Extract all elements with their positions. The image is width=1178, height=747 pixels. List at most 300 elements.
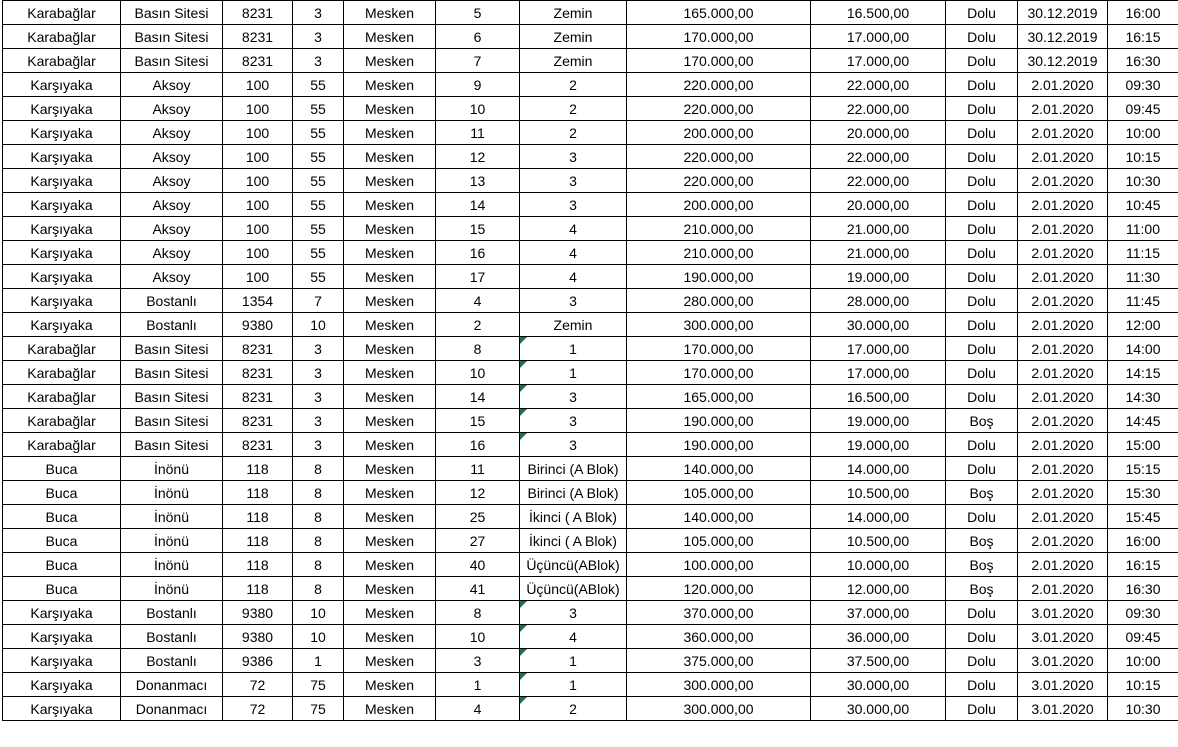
table-cell[interactable]: 14.000,00 [811,457,946,481]
table-cell[interactable]: Dolu [946,1,1018,25]
table-cell[interactable]: 1 [520,361,627,385]
table-cell[interactable]: 11:00 [1108,217,1178,241]
table-cell[interactable]: 1 [293,649,344,673]
table-cell[interactable]: 16 [436,241,520,265]
table-cell[interactable]: 2.01.2020 [1018,169,1108,193]
table-cell[interactable]: 4 [520,241,627,265]
table-cell[interactable]: 3 [520,601,627,625]
table-cell[interactable]: Mesken [344,193,436,217]
table-cell[interactable]: 10:00 [1108,121,1178,145]
table-cell[interactable]: Dolu [946,289,1018,313]
table-cell[interactable]: Mesken [344,601,436,625]
table-cell[interactable]: Dolu [946,505,1018,529]
table-cell[interactable]: 8 [293,577,344,601]
table-cell[interactable]: 2 [520,73,627,97]
table-cell[interactable]: 100 [223,193,293,217]
table-cell[interactable]: İnönü [121,457,223,481]
table-cell[interactable]: 3 [293,361,344,385]
table-cell[interactable]: Mesken [344,529,436,553]
table-cell[interactable]: İkinci ( A Blok) [520,505,627,529]
table-cell[interactable]: 20.000,00 [811,193,946,217]
table-cell[interactable]: 2.01.2020 [1018,241,1108,265]
table-cell[interactable]: Buca [3,577,121,601]
table-cell[interactable]: İnönü [121,529,223,553]
table-cell[interactable]: 14:15 [1108,361,1178,385]
table-cell[interactable]: 12.000,00 [811,577,946,601]
table-cell[interactable]: 118 [223,529,293,553]
table-cell[interactable]: 2 [520,97,627,121]
table-cell[interactable]: 3 [520,409,627,433]
table-cell[interactable]: Dolu [946,145,1018,169]
table-cell[interactable]: 22.000,00 [811,145,946,169]
table-cell[interactable]: 20.000,00 [811,121,946,145]
table-cell[interactable]: 17.000,00 [811,49,946,73]
table-cell[interactable]: 3 [520,385,627,409]
table-cell[interactable]: 10:30 [1108,169,1178,193]
table-cell[interactable]: 15 [436,409,520,433]
table-cell[interactable]: 17.000,00 [811,337,946,361]
table-cell[interactable]: 19.000,00 [811,409,946,433]
table-cell[interactable]: 8 [436,601,520,625]
table-cell[interactable]: Karabağlar [3,385,121,409]
table-cell[interactable]: 10 [436,97,520,121]
table-cell[interactable]: 165.000,00 [627,1,811,25]
table-cell[interactable]: 3 [520,193,627,217]
table-cell[interactable]: Mesken [344,241,436,265]
table-cell[interactable]: 09:45 [1108,97,1178,121]
table-cell[interactable]: 15:30 [1108,481,1178,505]
table-cell[interactable]: 105.000,00 [627,529,811,553]
table-cell[interactable]: Buca [3,481,121,505]
table-cell[interactable]: 10.500,00 [811,529,946,553]
table-cell[interactable]: Mesken [344,553,436,577]
table-cell[interactable]: Boş [946,529,1018,553]
table-cell[interactable]: İnönü [121,505,223,529]
table-cell[interactable]: Dolu [946,73,1018,97]
table-cell[interactable]: 3 [436,649,520,673]
table-cell[interactable]: 220.000,00 [627,145,811,169]
table-cell[interactable]: 200.000,00 [627,193,811,217]
table-cell[interactable]: Dolu [946,49,1018,73]
table-cell[interactable]: 190.000,00 [627,265,811,289]
table-cell[interactable]: Zemin [520,49,627,73]
table-cell[interactable]: 3.01.2020 [1018,673,1108,697]
table-cell[interactable]: 12 [436,145,520,169]
table-cell[interactable]: Birinci (A Blok) [520,457,627,481]
table-cell[interactable]: Basın Sitesi [121,433,223,457]
table-cell[interactable]: Dolu [946,169,1018,193]
table-cell[interactable]: 190.000,00 [627,433,811,457]
table-cell[interactable]: 170.000,00 [627,49,811,73]
table-cell[interactable]: Karşıyaka [3,649,121,673]
table-cell[interactable]: Mesken [344,337,436,361]
table-cell[interactable]: Karşıyaka [3,97,121,121]
table-cell[interactable]: Karşıyaka [3,169,121,193]
table-cell[interactable]: Basın Sitesi [121,385,223,409]
table-cell[interactable]: 220.000,00 [627,169,811,193]
table-cell[interactable]: 22.000,00 [811,97,946,121]
table-cell[interactable]: 2.01.2020 [1018,505,1108,529]
table-cell[interactable]: Dolu [946,433,1018,457]
table-cell[interactable]: 12 [436,481,520,505]
table-cell[interactable]: Karabağlar [3,337,121,361]
table-cell[interactable]: Karşıyaka [3,697,121,721]
table-cell[interactable]: 55 [293,145,344,169]
table-cell[interactable]: Dolu [946,25,1018,49]
table-cell[interactable]: Dolu [946,313,1018,337]
table-cell[interactable]: 22.000,00 [811,73,946,97]
table-cell[interactable]: 2.01.2020 [1018,337,1108,361]
table-cell[interactable]: Karabağlar [3,1,121,25]
table-cell[interactable]: 75 [293,673,344,697]
table-cell[interactable]: 10 [436,625,520,649]
table-cell[interactable]: 14:30 [1108,385,1178,409]
table-cell[interactable]: 12:00 [1108,313,1178,337]
table-cell[interactable]: 2.01.2020 [1018,121,1108,145]
table-cell[interactable]: 10:15 [1108,673,1178,697]
table-cell[interactable]: 8231 [223,409,293,433]
table-cell[interactable]: 16:30 [1108,49,1178,73]
table-cell[interactable]: Karabağlar [3,361,121,385]
table-cell[interactable]: 3 [293,433,344,457]
table-cell[interactable]: 9380 [223,313,293,337]
table-cell[interactable]: Karşıyaka [3,289,121,313]
table-cell[interactable]: 11:15 [1108,241,1178,265]
table-cell[interactable]: 8 [293,553,344,577]
table-cell[interactable]: Dolu [946,241,1018,265]
table-cell[interactable]: 55 [293,193,344,217]
table-cell[interactable]: Aksoy [121,193,223,217]
table-cell[interactable]: 09:30 [1108,73,1178,97]
table-cell[interactable]: 118 [223,577,293,601]
table-cell[interactable]: Mesken [344,505,436,529]
table-cell[interactable]: 100.000,00 [627,553,811,577]
table-cell[interactable]: 300.000,00 [627,697,811,721]
table-cell[interactable]: 16:30 [1108,577,1178,601]
table-cell[interactable]: Karşıyaka [3,121,121,145]
table-cell[interactable]: Boş [946,553,1018,577]
table-cell[interactable]: 8231 [223,1,293,25]
table-cell[interactable]: 09:45 [1108,625,1178,649]
table-cell[interactable]: 4 [436,697,520,721]
table-cell[interactable]: 8 [293,529,344,553]
table-cell[interactable]: 2.01.2020 [1018,313,1108,337]
table-cell[interactable]: 72 [223,673,293,697]
table-cell[interactable]: 15:15 [1108,457,1178,481]
table-cell[interactable]: Aksoy [121,121,223,145]
table-cell[interactable]: 4 [520,265,627,289]
table-cell[interactable]: 36.000,00 [811,625,946,649]
table-cell[interactable]: 10:15 [1108,145,1178,169]
table-cell[interactable]: 10 [293,601,344,625]
table-cell[interactable]: Birinci (A Blok) [520,481,627,505]
table-cell[interactable]: 55 [293,97,344,121]
table-cell[interactable]: Mesken [344,217,436,241]
table-cell[interactable]: 2.01.2020 [1018,481,1108,505]
table-cell[interactable]: 8231 [223,337,293,361]
table-cell[interactable]: 15:45 [1108,505,1178,529]
table-cell[interactable]: 10.000,00 [811,553,946,577]
table-cell[interactable]: 8231 [223,361,293,385]
table-cell[interactable]: 9 [436,73,520,97]
table-cell[interactable]: 16:00 [1108,529,1178,553]
table-cell[interactable]: Zemin [520,25,627,49]
table-cell[interactable]: 7 [293,289,344,313]
table-cell[interactable]: Dolu [946,217,1018,241]
table-cell[interactable]: 09:30 [1108,601,1178,625]
table-cell[interactable]: 28.000,00 [811,289,946,313]
table-cell[interactable]: 190.000,00 [627,409,811,433]
table-cell[interactable]: 55 [293,265,344,289]
table-cell[interactable]: 2.01.2020 [1018,145,1108,169]
table-cell[interactable]: 2.01.2020 [1018,433,1108,457]
table-cell[interactable]: Buca [3,457,121,481]
table-cell[interactable]: Dolu [946,97,1018,121]
table-cell[interactable]: Aksoy [121,241,223,265]
table-cell[interactable]: 14 [436,193,520,217]
table-cell[interactable]: 16.500,00 [811,1,946,25]
table-cell[interactable]: Mesken [344,577,436,601]
table-cell[interactable]: 72 [223,697,293,721]
table-cell[interactable]: Karşıyaka [3,145,121,169]
table-cell[interactable]: 25 [436,505,520,529]
table-cell[interactable]: 55 [293,121,344,145]
table-cell[interactable]: Mesken [344,145,436,169]
table-cell[interactable]: 7 [436,49,520,73]
table-cell[interactable]: 3.01.2020 [1018,649,1108,673]
table-cell[interactable]: 11 [436,457,520,481]
table-cell[interactable]: 2.01.2020 [1018,457,1108,481]
table-cell[interactable]: 8231 [223,433,293,457]
table-cell[interactable]: Basın Sitesi [121,409,223,433]
table-cell[interactable]: 100 [223,121,293,145]
table-cell[interactable]: 2.01.2020 [1018,409,1108,433]
table-cell[interactable]: İkinci ( A Blok) [520,529,627,553]
table-cell[interactable]: 3.01.2020 [1018,601,1108,625]
table-cell[interactable]: 55 [293,169,344,193]
table-cell[interactable]: 17.000,00 [811,25,946,49]
table-cell[interactable]: Dolu [946,361,1018,385]
table-cell[interactable]: 118 [223,505,293,529]
table-cell[interactable]: 3 [520,289,627,313]
table-cell[interactable]: 17 [436,265,520,289]
table-cell[interactable]: 55 [293,241,344,265]
table-cell[interactable]: 9380 [223,601,293,625]
table-cell[interactable]: 2.01.2020 [1018,553,1108,577]
table-cell[interactable]: Mesken [344,121,436,145]
table-cell[interactable]: Basın Sitesi [121,25,223,49]
table-cell[interactable]: 3 [293,49,344,73]
table-cell[interactable]: 11:30 [1108,265,1178,289]
table-cell[interactable]: Üçüncü(ABlok) [520,553,627,577]
table-cell[interactable]: 200.000,00 [627,121,811,145]
table-cell[interactable]: 370.000,00 [627,601,811,625]
table-cell[interactable]: Dolu [946,337,1018,361]
table-cell[interactable]: Boş [946,577,1018,601]
table-cell[interactable]: Mesken [344,697,436,721]
table-cell[interactable]: Karşıyaka [3,673,121,697]
table-cell[interactable]: 2.01.2020 [1018,217,1108,241]
table-cell[interactable]: 5 [436,1,520,25]
table-cell[interactable]: Bostanlı [121,289,223,313]
table-cell[interactable]: 2 [520,121,627,145]
table-cell[interactable]: 17.000,00 [811,361,946,385]
table-cell[interactable]: Karabağlar [3,49,121,73]
table-cell[interactable]: Basın Sitesi [121,49,223,73]
table-cell[interactable]: Bostanlı [121,625,223,649]
table-cell[interactable]: Mesken [344,49,436,73]
table-cell[interactable]: 14.000,00 [811,505,946,529]
table-cell[interactable]: 100 [223,169,293,193]
table-cell[interactable]: 165.000,00 [627,385,811,409]
table-cell[interactable]: İnönü [121,577,223,601]
table-cell[interactable]: Dolu [946,625,1018,649]
table-cell[interactable]: Mesken [344,457,436,481]
table-cell[interactable]: 55 [293,217,344,241]
table-cell[interactable]: 14:00 [1108,337,1178,361]
table-cell[interactable]: Bostanlı [121,313,223,337]
table-cell[interactable]: 4 [520,217,627,241]
table-cell[interactable]: 41 [436,577,520,601]
table-cell[interactable]: 16.500,00 [811,385,946,409]
table-cell[interactable]: 100 [223,145,293,169]
table-cell[interactable]: Mesken [344,361,436,385]
table-cell[interactable]: 120.000,00 [627,577,811,601]
table-cell[interactable]: 220.000,00 [627,73,811,97]
table-cell[interactable]: Mesken [344,97,436,121]
table-cell[interactable]: Dolu [946,193,1018,217]
table-cell[interactable]: 2 [436,313,520,337]
table-cell[interactable]: 100 [223,265,293,289]
table-cell[interactable]: 21.000,00 [811,217,946,241]
table-cell[interactable]: 8 [293,505,344,529]
table-cell[interactable]: 280.000,00 [627,289,811,313]
table-cell[interactable]: 37.500,00 [811,649,946,673]
table-cell[interactable]: 1 [520,337,627,361]
table-cell[interactable]: 40 [436,553,520,577]
table-cell[interactable]: Karşıyaka [3,601,121,625]
table-cell[interactable]: 170.000,00 [627,361,811,385]
table-cell[interactable]: 15:00 [1108,433,1178,457]
table-cell[interactable]: Boş [946,409,1018,433]
table-cell[interactable]: 2.01.2020 [1018,193,1108,217]
table-cell[interactable]: Dolu [946,457,1018,481]
table-cell[interactable]: 118 [223,457,293,481]
table-cell[interactable]: İnönü [121,553,223,577]
table-cell[interactable]: 4 [520,625,627,649]
table-cell[interactable]: Dolu [946,673,1018,697]
table-cell[interactable]: 10:30 [1108,697,1178,721]
table-cell[interactable]: 14 [436,385,520,409]
table-cell[interactable]: 16 [436,433,520,457]
table-cell[interactable]: 2.01.2020 [1018,577,1108,601]
table-cell[interactable]: 170.000,00 [627,337,811,361]
table-cell[interactable]: 19.000,00 [811,433,946,457]
table-cell[interactable]: 30.12.2019 [1018,49,1108,73]
table-cell[interactable]: 4 [436,289,520,313]
table-cell[interactable]: 8231 [223,49,293,73]
table-cell[interactable]: 100 [223,241,293,265]
table-cell[interactable]: 2.01.2020 [1018,265,1108,289]
table-cell[interactable]: Dolu [946,265,1018,289]
table-cell[interactable]: 55 [293,73,344,97]
table-cell[interactable]: 2.01.2020 [1018,361,1108,385]
table-cell[interactable]: 9380 [223,625,293,649]
table-cell[interactable]: 100 [223,217,293,241]
table-cell[interactable]: Karşıyaka [3,217,121,241]
table-cell[interactable]: Dolu [946,649,1018,673]
table-cell[interactable]: 300.000,00 [627,313,811,337]
table-cell[interactable]: Zemin [520,1,627,25]
table-cell[interactable]: 8231 [223,385,293,409]
table-cell[interactable]: 220.000,00 [627,97,811,121]
table-cell[interactable]: Buca [3,553,121,577]
table-cell[interactable]: 2.01.2020 [1018,289,1108,313]
table-cell[interactable]: Mesken [344,625,436,649]
table-cell[interactable]: Bostanlı [121,601,223,625]
table-cell[interactable]: 1354 [223,289,293,313]
table-cell[interactable]: 1 [520,673,627,697]
table-cell[interactable]: 16:00 [1108,1,1178,25]
table-cell[interactable]: Basın Sitesi [121,337,223,361]
table-cell[interactable]: 75 [293,697,344,721]
table-cell[interactable]: 3 [293,25,344,49]
table-cell[interactable]: Mesken [344,313,436,337]
table-cell[interactable]: 9386 [223,649,293,673]
table-cell[interactable]: 2.01.2020 [1018,385,1108,409]
table-cell[interactable]: Mesken [344,649,436,673]
table-cell[interactable]: Üçüncü(ABlok) [520,577,627,601]
table-cell[interactable]: Karşıyaka [3,265,121,289]
table-cell[interactable]: 11 [436,121,520,145]
table-cell[interactable]: Mesken [344,673,436,697]
table-cell[interactable]: 118 [223,553,293,577]
table-cell[interactable]: 2.01.2020 [1018,529,1108,553]
table-cell[interactable]: 140.000,00 [627,457,811,481]
table-cell[interactable]: Karşıyaka [3,313,121,337]
table-cell[interactable]: 10.500,00 [811,481,946,505]
table-cell[interactable]: 100 [223,97,293,121]
table-cell[interactable]: 15 [436,217,520,241]
table-cell[interactable]: 3 [520,433,627,457]
table-cell[interactable]: Mesken [344,1,436,25]
table-cell[interactable]: 2.01.2020 [1018,97,1108,121]
table-cell[interactable]: 19.000,00 [811,265,946,289]
table-cell[interactable]: 3 [293,385,344,409]
table-cell[interactable]: Karşıyaka [3,73,121,97]
table-cell[interactable]: 30.000,00 [811,313,946,337]
table-cell[interactable]: 8 [293,481,344,505]
table-cell[interactable]: Buca [3,529,121,553]
table-cell[interactable]: İnönü [121,481,223,505]
table-cell[interactable]: 1 [520,649,627,673]
table-cell[interactable]: Aksoy [121,169,223,193]
table-cell[interactable]: 375.000,00 [627,649,811,673]
table-cell[interactable]: Dolu [946,385,1018,409]
table-cell[interactable]: 10 [293,625,344,649]
table-cell[interactable]: Mesken [344,25,436,49]
table-cell[interactable]: 3 [293,1,344,25]
table-cell[interactable]: Basın Sitesi [121,1,223,25]
table-cell[interactable]: 3 [520,145,627,169]
table-cell[interactable]: Aksoy [121,73,223,97]
table-cell[interactable]: 10 [293,313,344,337]
table-cell[interactable]: 30.12.2019 [1018,25,1108,49]
table-cell[interactable]: 3 [293,409,344,433]
table-cell[interactable]: Mesken [344,73,436,97]
table-cell[interactable]: Basın Sitesi [121,361,223,385]
table-cell[interactable]: Dolu [946,121,1018,145]
